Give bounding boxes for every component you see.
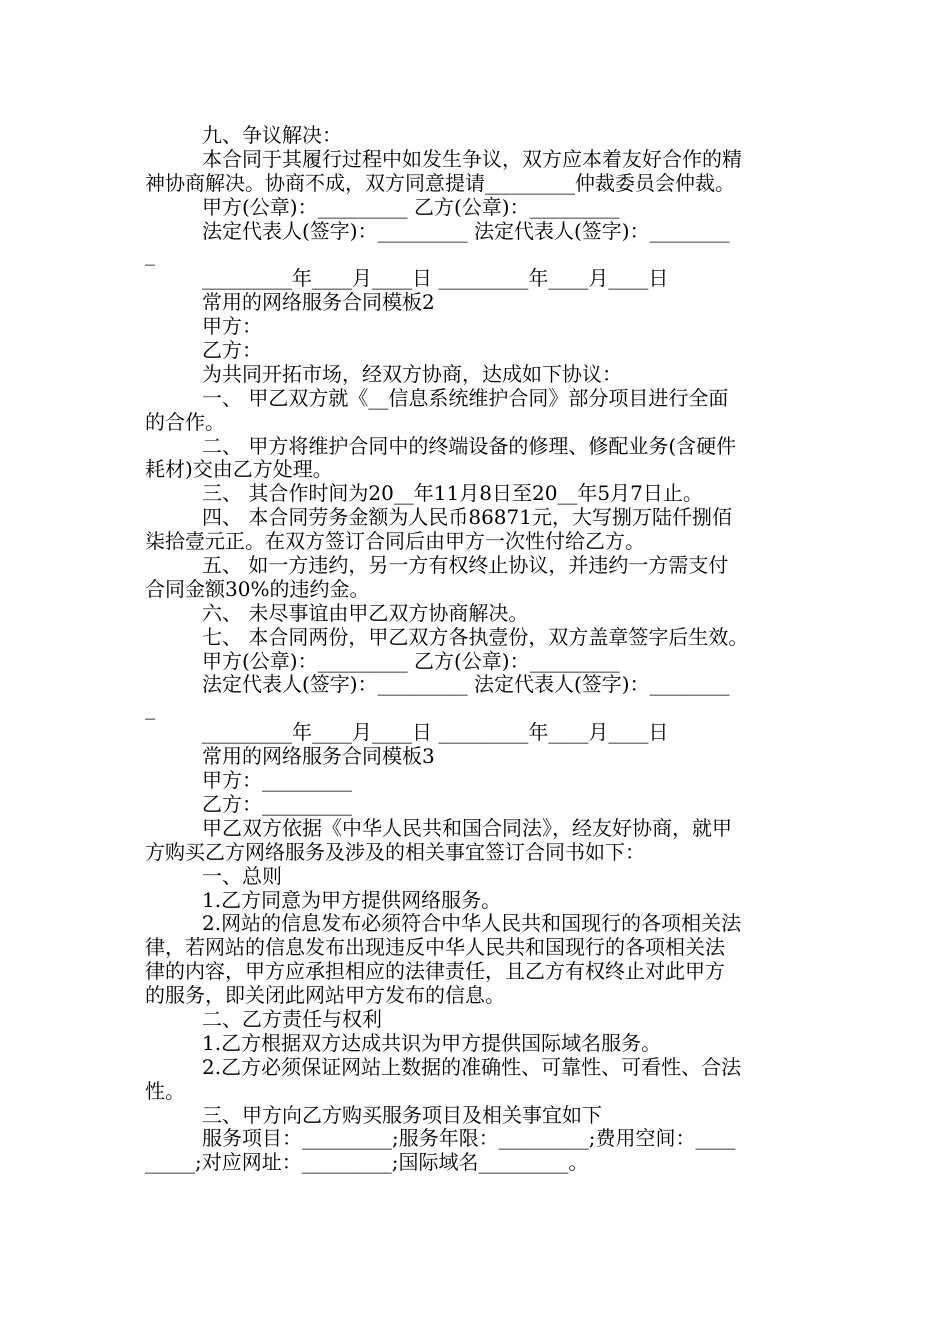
text-line: 二、乙方责任与权利: [202, 1006, 382, 1031]
text-line: _________年____月____日 _________年____月____日: [202, 266, 669, 291]
text-line: 甲方(公章)：_________ 乙方(公章)：_________: [202, 194, 620, 219]
text-line: _________年____月____日 _________年____月____日: [202, 720, 669, 745]
text-line: 耗材)交由乙方处理。: [145, 457, 333, 482]
text-line: 柒拾壹元正。在双方签订合同后由甲方一次性付给乙方。: [145, 529, 645, 554]
text-line: 二、 甲方将维护合同中的终端设备的修理、修配业务(含硬件: [202, 433, 737, 458]
text-line: 常用的网络服务合同模板3: [202, 744, 435, 769]
text-line: 2.网站的信息发布必须符合中华人民共和国现行的各项相关法: [202, 911, 742, 936]
text-line: 方购买乙方网络服务及涉及的相关事宜签订合同书如下：: [145, 839, 645, 864]
text-line: 合同金额30%的违约金。: [145, 576, 370, 601]
text-line: 律的内容，甲方应承担相应的法律责任，且乙方有权终止对此甲方: [145, 959, 725, 984]
text-line: _: [145, 242, 155, 267]
text-line: 法定代表人(签字)：_________ 法定代表人(签字)：________: [202, 218, 730, 243]
text-line: 乙方：: [202, 338, 262, 363]
text-line: 四、 本合同劳务金额为人民币86871元，大写捌万陆仟捌佰: [202, 505, 732, 530]
text-line: 一、 甲乙双方就《__信息系统维护合同》部分项目进行全面: [202, 385, 729, 410]
text-line: 本合同于其履行过程中如发生争议，双方应本着友好合作的精: [202, 146, 742, 171]
text-line: 服务项目：_________;服务年限：_________;费用空间：____: [202, 1126, 736, 1151]
text-line: 乙方：_________: [202, 791, 352, 816]
text-line: 七、 本合同两份，甲乙双方各执壹份，双方盖章签字后生效。: [202, 624, 749, 649]
text-line: 甲方：: [202, 314, 262, 339]
text-line: 五、 如一方违约，另一方有权终止协议，并违约一方需支付: [202, 553, 729, 578]
text-line: 律，若网站的信息发布出现违反中华人民共和国现行的各项相关法: [145, 935, 725, 960]
text-line: 九、争议解决：: [202, 123, 342, 147]
text-line: 1.乙方同意为甲方提供网络服务。: [202, 887, 502, 912]
text-line: 甲方(公章)：_________ 乙方(公章)：_________: [202, 648, 620, 673]
text-line: 的服务，即关闭此网站甲方发布的信息。: [145, 983, 505, 1008]
text-line: 的合作。: [145, 409, 225, 434]
text-line: 性。: [145, 1078, 185, 1103]
text-line: _: [145, 696, 155, 721]
text-line: 三、甲方向乙方购买服务项目及相关事宜如下: [202, 1102, 602, 1127]
text-line: 六、 未尽事谊由甲乙双方协商解决。: [202, 600, 529, 625]
text-line: 一、总则: [202, 863, 282, 888]
text-line: 神协商解决。协商不成，双方同意提请_________仲裁委员会仲裁。: [145, 170, 735, 195]
document-body: [145, 124, 807, 1175]
text-line: 常用的网络服务合同模板2: [202, 290, 435, 315]
text-line: 甲乙双方依据《中华人民共和国合同法》，经友好协商，就甲: [202, 815, 732, 840]
text-line: 为共同开拓市场，经双方协商，达成如下协议：: [202, 361, 622, 386]
text-line: _____;对应网址：_________;国际域名_________。: [145, 1150, 589, 1175]
text-line: 甲方：_________: [202, 768, 352, 793]
text-line: 2.乙方必须保证网站上数据的准确性、可靠性、可看性、合法: [202, 1054, 742, 1079]
text-line: 法定代表人(签字)：_________ 法定代表人(签字)：________: [202, 672, 730, 697]
text-line: 1.乙方根据双方达成共识为甲方提供国际域名服务。: [202, 1030, 662, 1055]
text-line: 三、 其合作时间为20__年11月8日至20__年5月7日止。: [202, 481, 703, 506]
